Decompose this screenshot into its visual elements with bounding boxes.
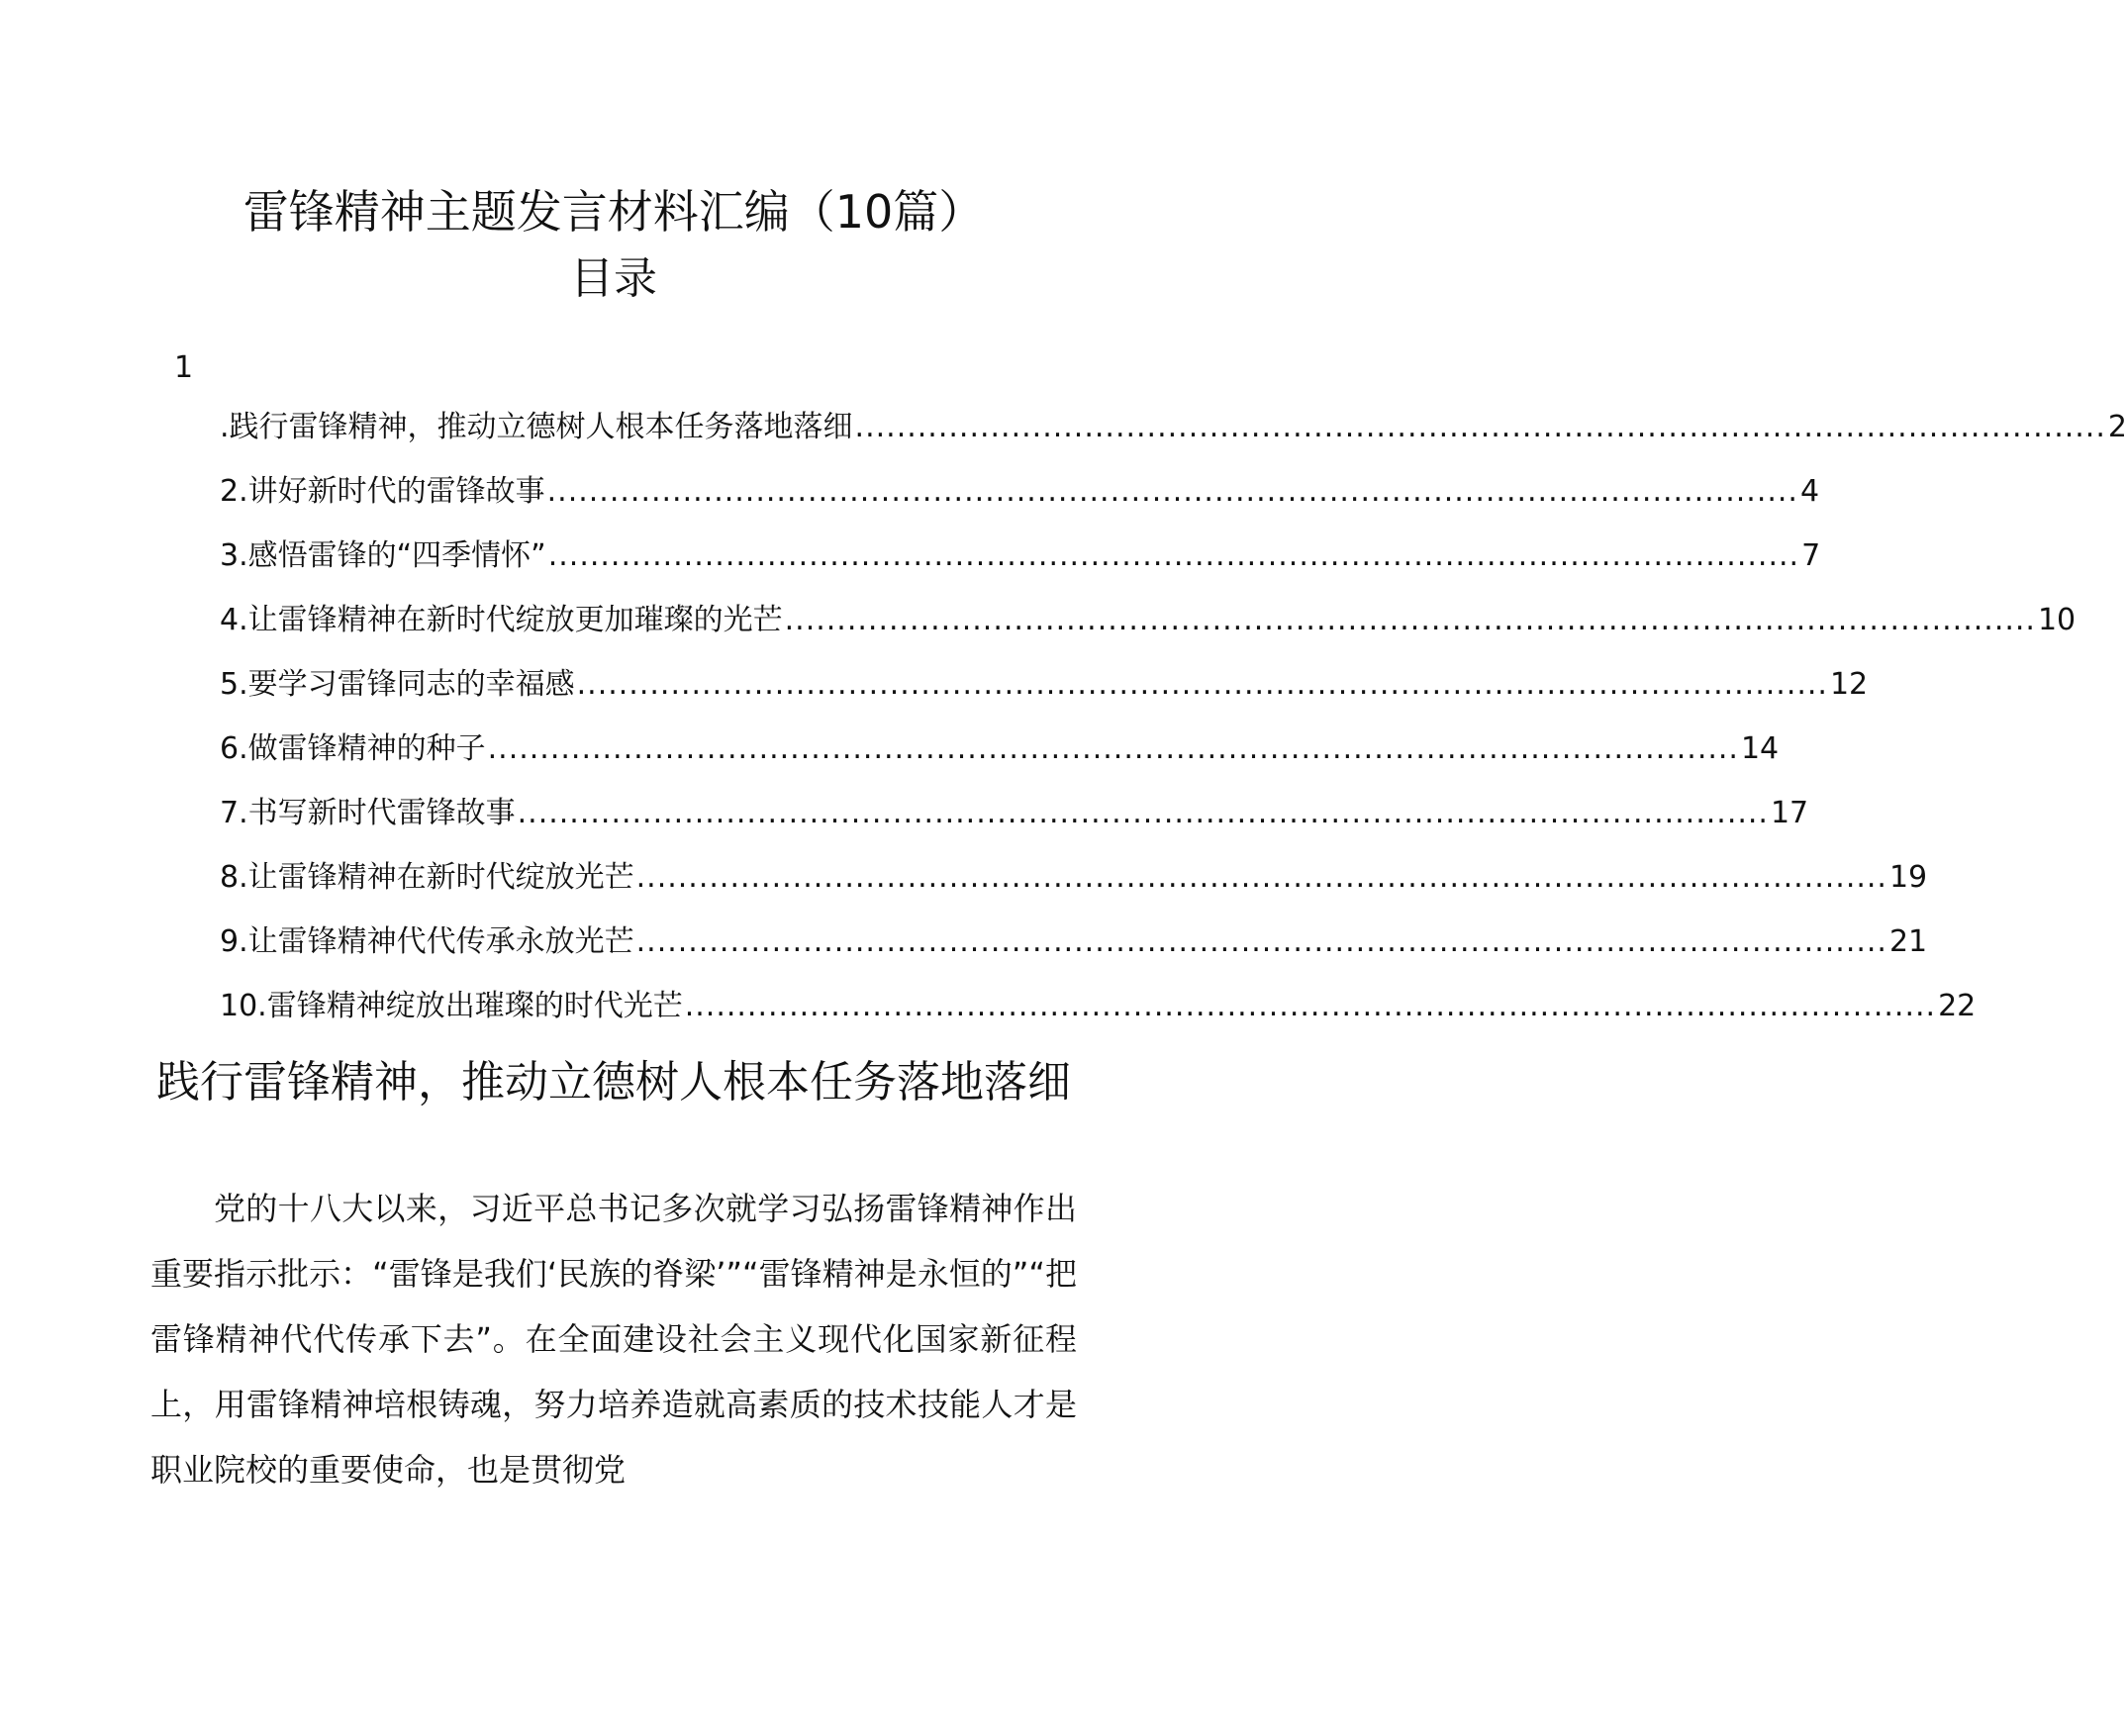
toc-entry-title: 9.让雷锋精神代代传承永放光芒 — [220, 924, 634, 959]
toc-leader-dots: ........................................................................................................................ — [784, 603, 2036, 637]
toc-entry-title: .践行雷锋精神，推动立德树人根本任务落地落细 — [220, 410, 853, 444]
toc-lead-number: 1 — [174, 350, 194, 385]
toc-entry[interactable] — [220, 601, 2077, 665]
toc-entry-page: 17 — [1770, 796, 1809, 830]
toc-entry[interactable] — [220, 794, 1809, 858]
toc-entry-page: 2 — [2107, 410, 2127, 444]
toc-entry-title: 2.讲好新时代的雷锋故事 — [220, 474, 545, 509]
toc-entry-page: 14 — [1740, 731, 1780, 766]
toc-entry-page: 4 — [1799, 474, 1820, 509]
toc-entry-page: 19 — [1888, 860, 1928, 895]
toc-leader-dots: ........................................................................................................................ — [576, 667, 1828, 702]
toc-leader-dots: ........................................................................................................................ — [635, 860, 1887, 895]
toc-entry[interactable] — [220, 536, 1821, 601]
toc-entry[interactable] — [220, 987, 1977, 1051]
toc-entry-title: 3.感悟雷锋的“四季情怀” — [220, 538, 546, 573]
toc-entry-page: 22 — [1938, 989, 1977, 1023]
body-paragraph: 党的十八大以来，习近平总书记多次就学习弘扬雷锋精神作出重要指示批示：“雷锋是我们‘民族的脊梁’”“雷锋精神是永恒的”“把雷锋精神代代传承下去”。在全面建设社会主义现代化国家新征程上，用雷锋精神培根铸魂，努力培养造就高素质的技术技能人才是职业院校的重要使命，也是贯彻党 — [150, 1190, 1077, 1489]
toc-entry-page: 21 — [1888, 924, 1928, 959]
toc-leader-dots: ........................................................................................................................ — [684, 989, 1937, 1023]
toc-leader-dots: ........................................................................................................................ — [546, 474, 1798, 509]
toc-entry-title: 7.书写新时代雷锋故事 — [220, 796, 516, 830]
toc-entry[interactable] — [220, 922, 1928, 987]
toc-entry-title: 4.让雷锋精神在新时代绽放更加璀璨的光芒 — [220, 603, 783, 637]
document-title: 雷锋精神主题发言材料汇编（10篇） — [242, 185, 985, 239]
toc-leader-dots: ........................................................................................................................ — [517, 796, 1769, 830]
toc-entry[interactable] — [220, 408, 2127, 472]
toc-entry-title: 8.让雷锋精神在新时代绽放光芒 — [220, 860, 634, 895]
toc-leader-dots: ........................................................................................................................ — [635, 924, 1887, 959]
toc-entry[interactable] — [220, 858, 1928, 922]
toc-heading: 目录 — [570, 253, 657, 304]
toc-entry-title: 6.做雷锋精神的种子 — [220, 731, 486, 766]
toc-entry-page: 7 — [1801, 538, 1821, 573]
toc-entry-page: 12 — [1829, 667, 1869, 702]
toc-leader-dots: ........................................................................................................................ — [547, 538, 1800, 573]
toc-entry[interactable] — [220, 665, 1869, 729]
toc-entry-title: 10.雷锋精神绽放出璀璨的时代光芒 — [220, 989, 683, 1023]
section-title: 践行雷锋精神，推动立德树人根本任务落地落细 — [156, 1057, 1071, 1108]
toc-entry[interactable] — [220, 472, 1820, 536]
toc-entry-title: 5.要学习雷锋同志的幸福感 — [220, 667, 575, 702]
toc-entry[interactable] — [220, 729, 1780, 794]
table-of-contents — [220, 408, 2127, 1051]
toc-entry-page: 10 — [2037, 603, 2077, 637]
toc-leader-dots: ........................................................................................................................ — [487, 731, 1739, 766]
toc-leader-dots: ........................................................................................................................ — [854, 410, 2106, 444]
